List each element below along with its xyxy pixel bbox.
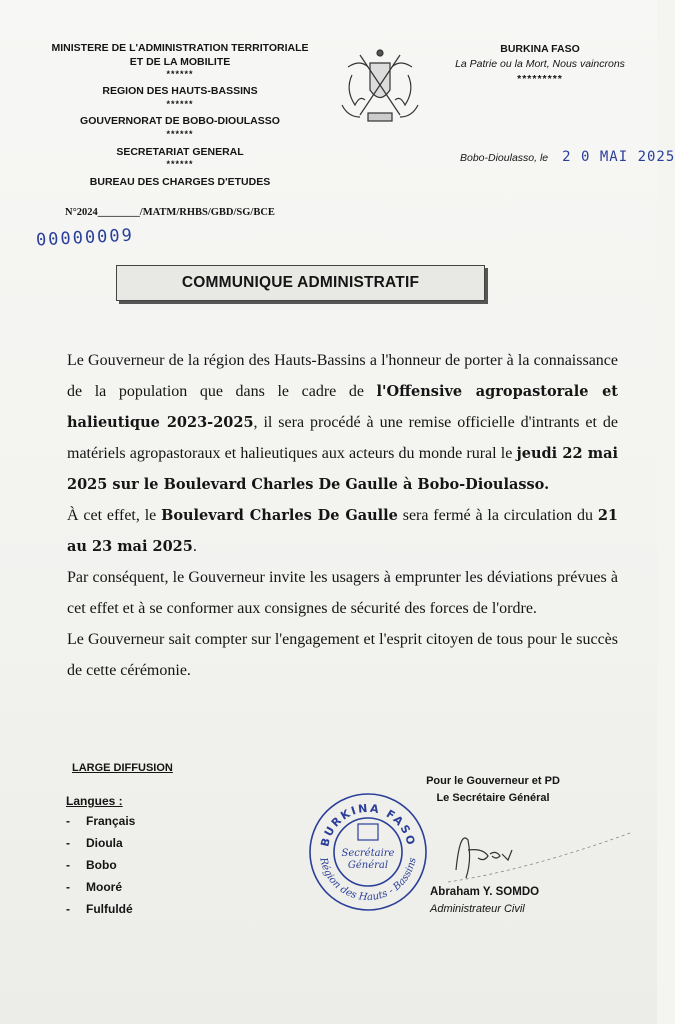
date-line (460, 149, 675, 165)
communique-body (67, 345, 618, 686)
list-item: - Fulfuldé (66, 902, 135, 924)
separator-stars: ****** (166, 98, 194, 109)
language-name: Français (86, 814, 136, 828)
languages-title: Langues : (66, 794, 123, 808)
gouvernorat-line: GOUVERNORAT DE BOBO-DIOULASSO (80, 115, 280, 128)
document-title: COMMUNIQUE ADMINISTRATIF (116, 265, 485, 301)
language-name: Mooré (86, 880, 122, 894)
signature-header (408, 773, 578, 807)
list-item: - Bobo (66, 858, 135, 880)
official-seal (306, 790, 430, 914)
paragraph-2 (67, 500, 618, 562)
text-run: , il sera procédé à une remise officielle d'intrants et de matériels agropastoraux et halieutiques aux acteurs du monde rural le (67, 414, 618, 462)
reference-number: N°2024________/MATM/RHBS/GBD/SG/BCE (65, 207, 275, 218)
bold-text-run: l'Offensive agropastorale et halieutique 2023-2025 (67, 383, 618, 431)
paragraph-4: Le Gouverneur sait compter sur l'engagement et l'esprit citoyen de tous pour le succès de cette cérémonie. (67, 631, 618, 679)
bureau-line: BUREAU DES CHARGES D'ETUDES (89, 175, 271, 188)
secretariat-line: SECRETARIAT GENERAL (116, 145, 244, 158)
region-line: REGION DES HAUTS-BASSINS (102, 84, 258, 97)
list-item: - Français (66, 814, 135, 836)
ministry-line-1: MINISTERE DE L'ADMINISTRATION TERRITORIALE (51, 42, 309, 54)
national-motto: La Patrie ou la Mort, Nous vaincrons (455, 58, 625, 71)
separator-stars: ********* (517, 73, 563, 86)
diffusion-label: LARGE DIFFUSION (72, 762, 173, 774)
seal-emblem-icon (358, 824, 378, 840)
seal-center-line-1: Secrétaire (341, 848, 395, 859)
letterhead-left (30, 42, 330, 190)
text-run: . (192, 538, 197, 555)
svg-text:BURKINA FASO (318, 802, 418, 848)
date-place: Bobo-Dioulasso, le (460, 152, 549, 164)
pour-line: Pour le Gouverneur et PD (426, 775, 560, 787)
list-item: - Dioula (66, 836, 135, 858)
date-stamp: 2 0 MAI 2025 (562, 149, 675, 165)
languages-list (66, 794, 135, 924)
separator-stars: ****** (166, 128, 194, 139)
ministry-line-2: ET DE LA MOBILITE (129, 55, 231, 68)
language-name: Bobo (86, 858, 117, 872)
paragraph-3: Par conséquent, le Gouverneur invite les usagers à emprunter les déviations prévues à cet effet et à se conformer aux consignes de sécurité des forces de l'ordre. (67, 569, 618, 617)
seal-top-text: BURKINA FASO (318, 801, 418, 849)
language-name: Dioula (86, 836, 123, 850)
language-name: Fulfuldé (86, 902, 133, 916)
text-run: sera fermé à la circulation du (397, 507, 598, 524)
seal-center-line-2: Général (347, 860, 389, 871)
separator-stars: ****** (166, 159, 194, 170)
text-run: À cet effet, le (67, 507, 162, 524)
seal-bottom-text: Région des Hauts - Bassins (317, 856, 419, 904)
text-run: Le Gouverneur de la région des Hauts-Bassins a l'honneur de porter à la connaissance de la population que dans le cadre de (67, 352, 618, 400)
registration-stamp: 00000009 (35, 225, 135, 251)
bold-text-run: Boulevard Charles De Gaulle (161, 507, 398, 524)
country-name: BURKINA FASO (500, 43, 580, 55)
separator-stars: ****** (166, 69, 194, 80)
paragraph-1 (67, 345, 618, 500)
signer-name: Abraham Y. SOMDO (430, 886, 540, 898)
signer-role: Administrateur Civil (430, 903, 525, 915)
bold-text-run: 21 au 23 mai 2025 (67, 507, 618, 555)
letterhead-right (440, 42, 640, 88)
list-item: - Mooré (66, 880, 135, 902)
handwritten-signature (438, 820, 638, 890)
bold-text-run: jeudi 22 mai 2025 sur le Boulevard Charles De Gaulle à Bobo-Dioulasso. (67, 445, 618, 493)
secretaire-line: Le Secrétaire Général (436, 792, 550, 804)
coat-of-arms-icon (330, 45, 430, 135)
